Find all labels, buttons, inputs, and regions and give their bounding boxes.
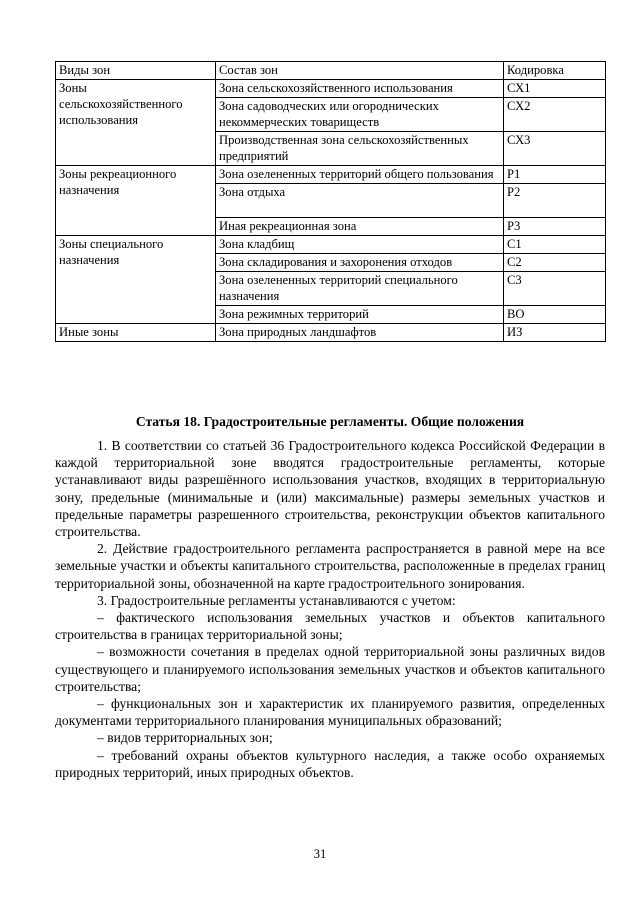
zone-code-cell: СХ2 <box>504 98 606 132</box>
article-list-item: – функциональных зон и характеристик их планируемого развития, определенных документами территориального планирования муниципальных образований; <box>55 696 605 729</box>
article-list-item: – видов территориальных зон; <box>97 730 273 746</box>
article-paragraph: 1. В соответствии со статьей 36 Градостроительного кодекса Российской Федерации в каждой территориальной зоне вводятся градостроительные регламенты, которые устанавливают виды разрешённого использования участков, входящих в территориальную зону, предельные (минимальные и (или) максимальные) размеры земельных участков и предельные параметры разрешенного строительства, реконструкции объектов капитального строительства. <box>55 438 605 540</box>
zone-name-cell: Зона озелененных территорий специального назначения <box>216 272 504 306</box>
zone-name-cell: Зона садоводческих или огороднических некоммерческих товариществ <box>216 98 504 132</box>
zone-name-cell: Производственная зона сельскохозяйственных предприятий <box>216 132 504 166</box>
table-row <box>56 324 606 342</box>
article-list-item: – требований охраны объектов культурного наследия, а также особо охраняемых природных территорий, иных природных объектов. <box>55 747 605 780</box>
zone-name-cell: Зона отдыха <box>216 184 504 218</box>
zone-name-cell: Зона складирования и захоронения отходов <box>216 254 504 272</box>
zone-code-cell: С2 <box>504 254 606 272</box>
header-code: Кодировка <box>504 62 606 80</box>
zone-code-cell: Р1 <box>504 166 606 184</box>
article-paragraph: 3. Градостроительные регламенты устанавливаются с учетом: <box>97 592 456 608</box>
zone-type-cell: Зоны сельскохозяйственного использования <box>56 80 216 166</box>
zone-code-cell: Р3 <box>504 218 606 236</box>
zone-code-cell: СХ3 <box>504 132 606 166</box>
article-paragraph: 2. Действие градостроительного регламента распространяется в равной мере на все земельные участки и объекты капитального строительства, расположенные в пределах границ территориальной зоны, обозначенной на карте градостроительного зонирования. <box>55 541 605 591</box>
zone-code-cell: С1 <box>504 236 606 254</box>
page-number: 31 <box>313 847 327 861</box>
zone-code-cell: СХ1 <box>504 80 606 98</box>
article-list-item: – фактического использования земельных участков и объектов капитального строительства в границах территориальной зоны; <box>55 610 605 643</box>
zone-type-cell: Зоны специального назначения <box>56 236 216 324</box>
zone-type-cell: Иные зоны <box>56 324 216 342</box>
header-zone-composition: Состав зон <box>216 62 504 80</box>
table-header-row <box>56 62 606 80</box>
zone-type-cell: Зоны рекреационного назначения <box>56 166 216 236</box>
zone-code-cell: Р2 <box>504 184 606 218</box>
zone-name-cell: Иная рекреационная зона <box>216 218 504 236</box>
zone-code-cell: ИЗ <box>504 324 606 342</box>
article-section <box>55 413 605 781</box>
table-row <box>56 166 606 184</box>
zone-name-cell: Зона озелененных территорий общего пользования <box>216 166 504 184</box>
article-title: Статья 18. Градостроительные регламенты. Общие положения <box>135 414 525 429</box>
zone-name-cell: Зона режимных территорий <box>216 306 504 324</box>
zone-name-cell: Зона кладбищ <box>216 236 504 254</box>
article-list-item: – возможности сочетания в пределах одной территориальной зоны различных видов существующего и планируемого использования земельных участков и объектов капитального строительства; <box>55 644 605 694</box>
zones-table <box>55 61 606 342</box>
table-row <box>56 80 606 98</box>
zone-name-cell: Зона природных ландшафтов <box>216 324 504 342</box>
zone-name-cell: Зона сельскохозяйственного использования <box>216 80 504 98</box>
zone-code-cell: С3 <box>504 272 606 306</box>
table-row <box>56 236 606 254</box>
zone-code-cell: ВО <box>504 306 606 324</box>
header-zone-type: Виды зон <box>56 62 216 80</box>
